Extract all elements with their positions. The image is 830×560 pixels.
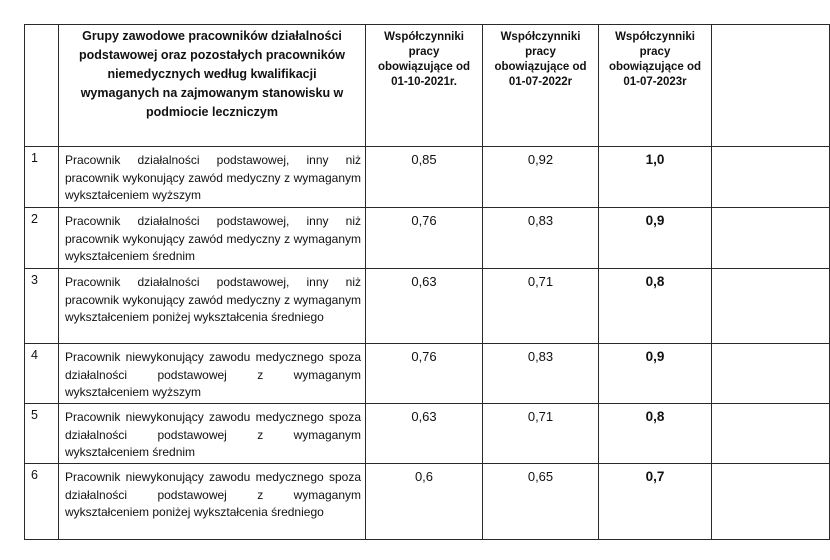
table-row <box>25 208 830 269</box>
coef-2022-value: 0,92 <box>483 147 599 208</box>
table-row <box>25 147 830 208</box>
row-number: 3 <box>25 269 59 344</box>
row-description: Pracownik działalności podstawowej, inny niż pracownik wykonujący zawód medyczny z wymaganym wykształceniem średnim <box>59 208 366 269</box>
coef-2022-value: 0,83 <box>483 208 599 269</box>
row-description: Pracownik niewykonujący zawodu medycznego spoza działalności podstawowej z wymaganym wykształceniem średnim <box>59 404 366 464</box>
row-description: Pracownik niewykonujący zawodu medycznego spoza działalności podstawowej z wymaganym wykształceniem poniżej wykształcenia średniego <box>59 464 366 540</box>
document-page <box>24 24 830 540</box>
header-coef-2021: Współczynniki pracy obowiązujące od 01-10-2021r. <box>366 25 483 147</box>
empty-cell <box>712 344 830 404</box>
coef-2022-value: 0,71 <box>483 404 599 464</box>
coef-2022-value: 0,65 <box>483 464 599 540</box>
coef-2021-value: 0,76 <box>366 208 483 269</box>
header-coef-2022: Współczynniki pracy obowiązujące od 01-07-2022r <box>483 25 599 147</box>
empty-cell <box>712 464 830 540</box>
coef-2021-value: 0,63 <box>366 404 483 464</box>
row-description: Pracownik niewykonujący zawodu medycznego spoza działalności podstawowej z wymaganym wykształceniem wyższym <box>59 344 366 404</box>
coef-2021-value: 0,85 <box>366 147 483 208</box>
coef-2021-value: 0,63 <box>366 269 483 344</box>
header-coef-2023: Współczynniki pracy obowiązujące od 01-07-2023r <box>599 25 712 147</box>
coef-2022-value: 0,71 <box>483 269 599 344</box>
table-header-row <box>25 25 830 147</box>
coef-2023-value: 1,0 <box>599 147 712 208</box>
row-number: 2 <box>25 208 59 269</box>
row-description: Pracownik działalności podstawowej, inny niż pracownik wykonujący zawód medyczny z wymaganym wykształceniem wyższym <box>59 147 366 208</box>
empty-cell <box>712 147 830 208</box>
coef-2021-value: 0,6 <box>366 464 483 540</box>
coefficients-table <box>24 24 830 540</box>
coef-2021-value: 0,76 <box>366 344 483 404</box>
table-row <box>25 464 830 540</box>
table-row <box>25 404 830 464</box>
table-row <box>25 344 830 404</box>
coef-2022-value: 0,83 <box>483 344 599 404</box>
row-number: 4 <box>25 344 59 404</box>
coef-2023-value: 0,8 <box>599 404 712 464</box>
coef-2023-value: 0,9 <box>599 208 712 269</box>
empty-cell <box>712 208 830 269</box>
coef-2023-value: 0,9 <box>599 344 712 404</box>
row-description: Pracownik działalności podstawowej, inny niż pracownik wykonujący zawód medyczny z wymaganym wykształceniem poniżej wykształcenia średniego <box>59 269 366 344</box>
table-row <box>25 269 830 344</box>
row-number: 1 <box>25 147 59 208</box>
row-number: 6 <box>25 464 59 540</box>
row-number: 5 <box>25 404 59 464</box>
header-number-cell <box>25 25 59 147</box>
coef-2023-value: 0,7 <box>599 464 712 540</box>
header-group-cell: Grupy zawodowe pracowników działalności podstawowej oraz pozostałych pracowników niemedycznych według kwalifikacji wymaganych na zajmowanym stanowisku w podmiocie leczniczym <box>59 25 366 147</box>
empty-cell <box>712 269 830 344</box>
coef-2023-value: 0,8 <box>599 269 712 344</box>
empty-cell <box>712 404 830 464</box>
header-empty-cell <box>712 25 830 147</box>
